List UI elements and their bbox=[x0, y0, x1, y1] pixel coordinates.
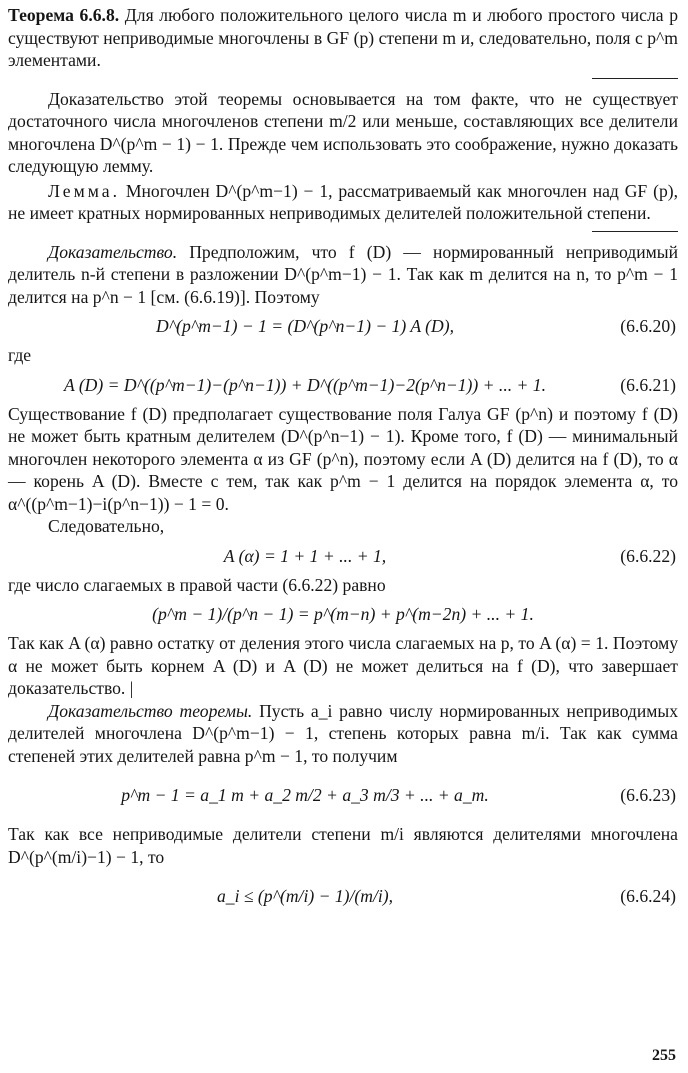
equation-number: (6.6.23) bbox=[620, 785, 676, 805]
section-rule bbox=[592, 78, 678, 79]
theorem-proof-text: Пусть a_i равно числу нормированных неприводимых делителей многочлена D^(p^m−1) − 1, степень которых равна m/i. Так как сумма степеней этих делителей равна p^m − 1, то получим bbox=[8, 700, 678, 766]
consequently-paragraph: Следовательно, bbox=[48, 516, 165, 536]
equation-formula: (p^m − 1)/(p^n − 1) = p^(m−n) + p^(m−2n) + ... + 1. bbox=[152, 604, 534, 624]
lemma-paragraph bbox=[8, 180, 678, 225]
equation-6-6-23 bbox=[8, 769, 678, 821]
theorem-text: Для любого положительного целого числа m и любого простого числа p существуют неприводимые многочлены в GF (p) степени m и, следовательно, поля с p^m элементами. bbox=[8, 5, 678, 70]
lemma-text: Многочлен D^(p^m−1) − 1, рассматриваемый как многочлен над GF (p), не имеет кратных нормированных неприводимых делителей положительной степени. bbox=[8, 180, 678, 223]
intro-paragraph: Доказательство этой теоремы основывается на том факте, что не существует достаточного числа многочленов степени m/2 или меньше, составляющих все делители многочлена D^(p^m − 1) − 1. Прежде чем использовать это соображение, нужно доказать следующую лемму. bbox=[8, 88, 678, 176]
remainder-paragraph: Так как A (α) равно остатку от деления этого числа слагаемых на p, то A (α) = 1. Поэтому α не может быть корнем A (D) и A (D) не может делиться на f (D), что завершает доказательство. | bbox=[8, 633, 678, 698]
terms-count-paragraph: где число слагаемых в правой части (6.6.22) равно bbox=[8, 574, 386, 595]
equation-6-6-20 bbox=[8, 310, 678, 342]
equation-formula: p^m − 1 = a_1 m + a_2 m/2 + a_3 m/3 + ... + a_m. bbox=[121, 785, 489, 805]
theorem-heading: Теорема 6.6.8. bbox=[8, 5, 120, 25]
equation-number: (6.6.22) bbox=[620, 545, 676, 566]
equation-6-6-24 bbox=[8, 870, 678, 922]
divisors-paragraph: Так как все неприводимые делители степени m/i являются делителями многочлена D^(p^(m/i)−1) − 1, то bbox=[8, 824, 678, 867]
equation-unnumbered bbox=[8, 598, 678, 630]
theorem-proof-paragraph bbox=[8, 700, 678, 768]
equation-number: (6.6.20) bbox=[620, 316, 676, 336]
lemma-proof-paragraph bbox=[8, 241, 678, 309]
equation-formula: a_i ≤ (p^(m/i) − 1)/(m/i), bbox=[216, 886, 394, 906]
where-label: где bbox=[8, 345, 32, 365]
section-rule bbox=[592, 231, 678, 232]
theorem-proof-heading: Доказательство теоремы. bbox=[48, 700, 253, 721]
equation-formula: A (α) = 1 + 1 + ... + 1, bbox=[223, 545, 387, 566]
equation-number: (6.6.21) bbox=[620, 374, 676, 395]
equation-6-6-22 bbox=[8, 540, 678, 572]
equation-formula: D^(p^m−1) − 1 = (D^(p^n−1) − 1) A (D), bbox=[155, 316, 455, 336]
page-number: 255 bbox=[652, 1047, 676, 1064]
proof-text: Предположим, что f (D) — нормированный неприводимый делитель n-й степени в разложении D^(p^m−1) − 1. Так как m делится на n, то p^m − 1 делится на p^n − 1 [см. (6.6.19)]. Поэтому bbox=[8, 241, 678, 307]
proof-heading: Доказательство. bbox=[48, 241, 178, 262]
lemma-heading: Лемма. bbox=[48, 180, 120, 201]
equation-number: (6.6.24) bbox=[620, 886, 676, 906]
existence-paragraph: Существование f (D) предполагает существование поля Галуа GF (p^n) и поэтому f (D) не может быть кратным делителем (D^(p^n−1) − 1). Кроме того, f (D) — минимальный многочлен некоторого элемента α из GF (p^n), поэтому если A (D) делится на f (D), то α — корень A (D). Вместе с тем, так как p^m − 1 делится на порядок элемента α, то α^((p^m−1)−i(p^n−1)) − 1 = 0. bbox=[8, 403, 678, 514]
equation-6-6-21 bbox=[8, 369, 678, 401]
theorem-paragraph bbox=[8, 4, 678, 72]
equation-formula: A (D) = D^((p^m−1)−(p^n−1)) + D^((p^m−1)−2(p^n−1)) + ... + 1. bbox=[64, 374, 546, 395]
